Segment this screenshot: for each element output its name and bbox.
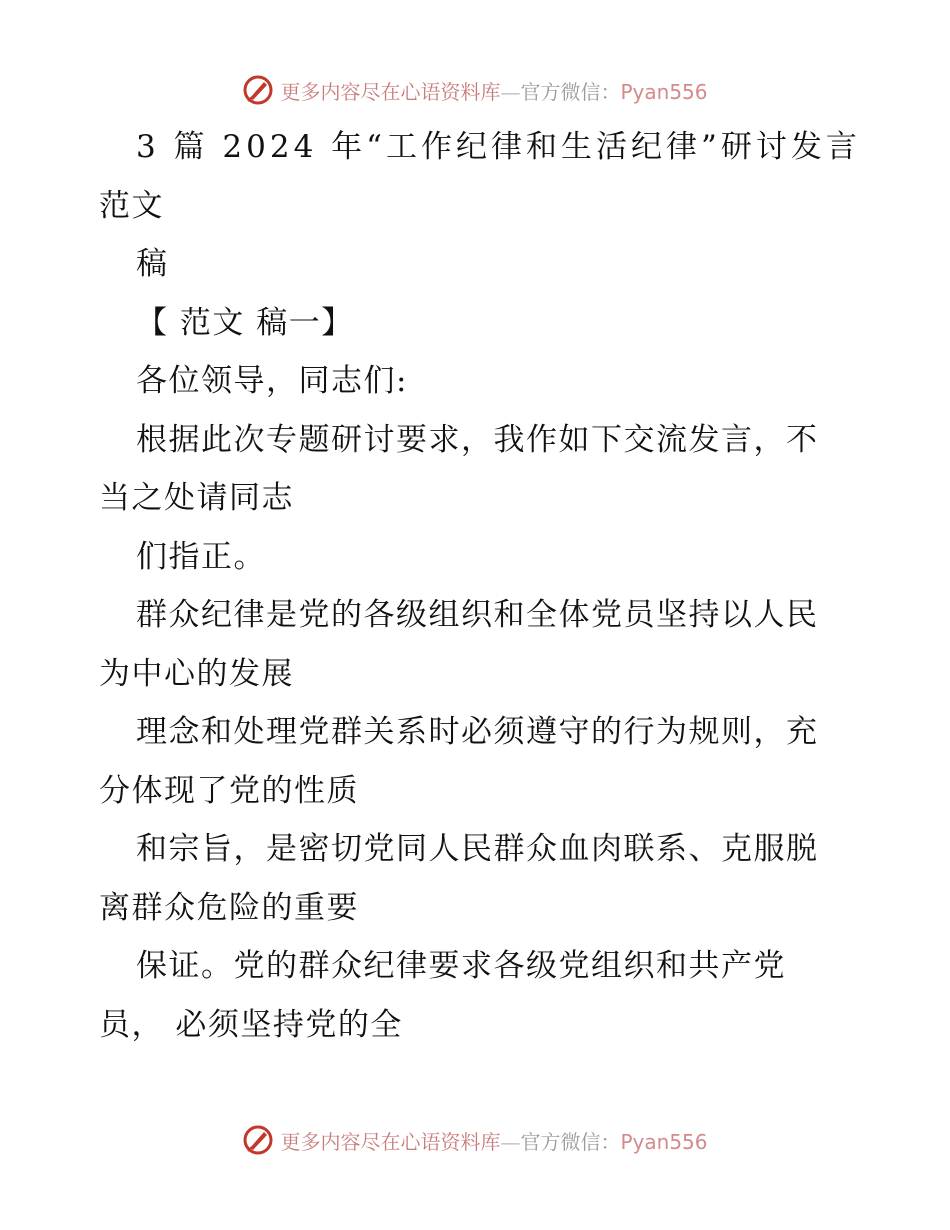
quill-logo-icon — [242, 1124, 274, 1156]
paragraph-line: 各位领导，同志们: — [136, 363, 408, 399]
paragraph-line: 保证。党的群众纪律要求各级党组织和共产党 — [136, 948, 786, 984]
watermark-separator: — — [500, 79, 521, 104]
paragraph-line: 们指正。 — [136, 538, 266, 575]
paragraph-line: 离群众危险的重要 — [99, 889, 359, 926]
watermark-account: Pyan556 — [620, 79, 708, 104]
paragraph-line: 【 范文 稿一】 — [136, 304, 354, 341]
paragraph-line: 理念和处理党群关系时必须遵守的行为规则，充 — [136, 714, 819, 750]
document-title-line: 稿 — [136, 246, 169, 282]
watermark-main: 更多内容尽在心语资料库 — [280, 1129, 501, 1154]
watermark-official: 官方微信： — [520, 79, 621, 104]
paragraph-line: 和宗旨，是密切党同人民群众血肉联系、克服脱 — [136, 831, 819, 867]
watermark-text — [280, 76, 707, 105]
header-watermark — [0, 70, 950, 110]
paragraph-line: 分体现了党的性质 — [99, 772, 359, 809]
quill-logo-icon — [242, 74, 274, 106]
paragraph-line: 群众纪律是党的各级组织和全体党员坚持以人民 — [136, 597, 819, 633]
footer-watermark — [0, 1120, 950, 1160]
paragraph-line: 员， 必须坚持党的全 — [99, 1006, 403, 1043]
watermark-main: 更多内容尽在心语资料库 — [280, 79, 501, 104]
paragraph-line: 当之处请同志 — [99, 480, 294, 516]
document-title-line: 3 篇 2024 年“工作纪律和生活纪律”研讨发言 — [136, 129, 861, 165]
watermark-account: Pyan556 — [620, 1129, 708, 1154]
paragraph-line: 根据此次专题研讨要求，我作如下交流发言，不 — [136, 421, 819, 458]
document-title-line: 范文 — [99, 187, 164, 224]
document-body — [99, 118, 859, 1054]
paragraph-line: 为中心的发展 — [99, 655, 294, 692]
watermark-text — [280, 1126, 707, 1155]
watermark-official: 官方微信： — [520, 1129, 621, 1154]
watermark-separator: — — [500, 1129, 521, 1154]
